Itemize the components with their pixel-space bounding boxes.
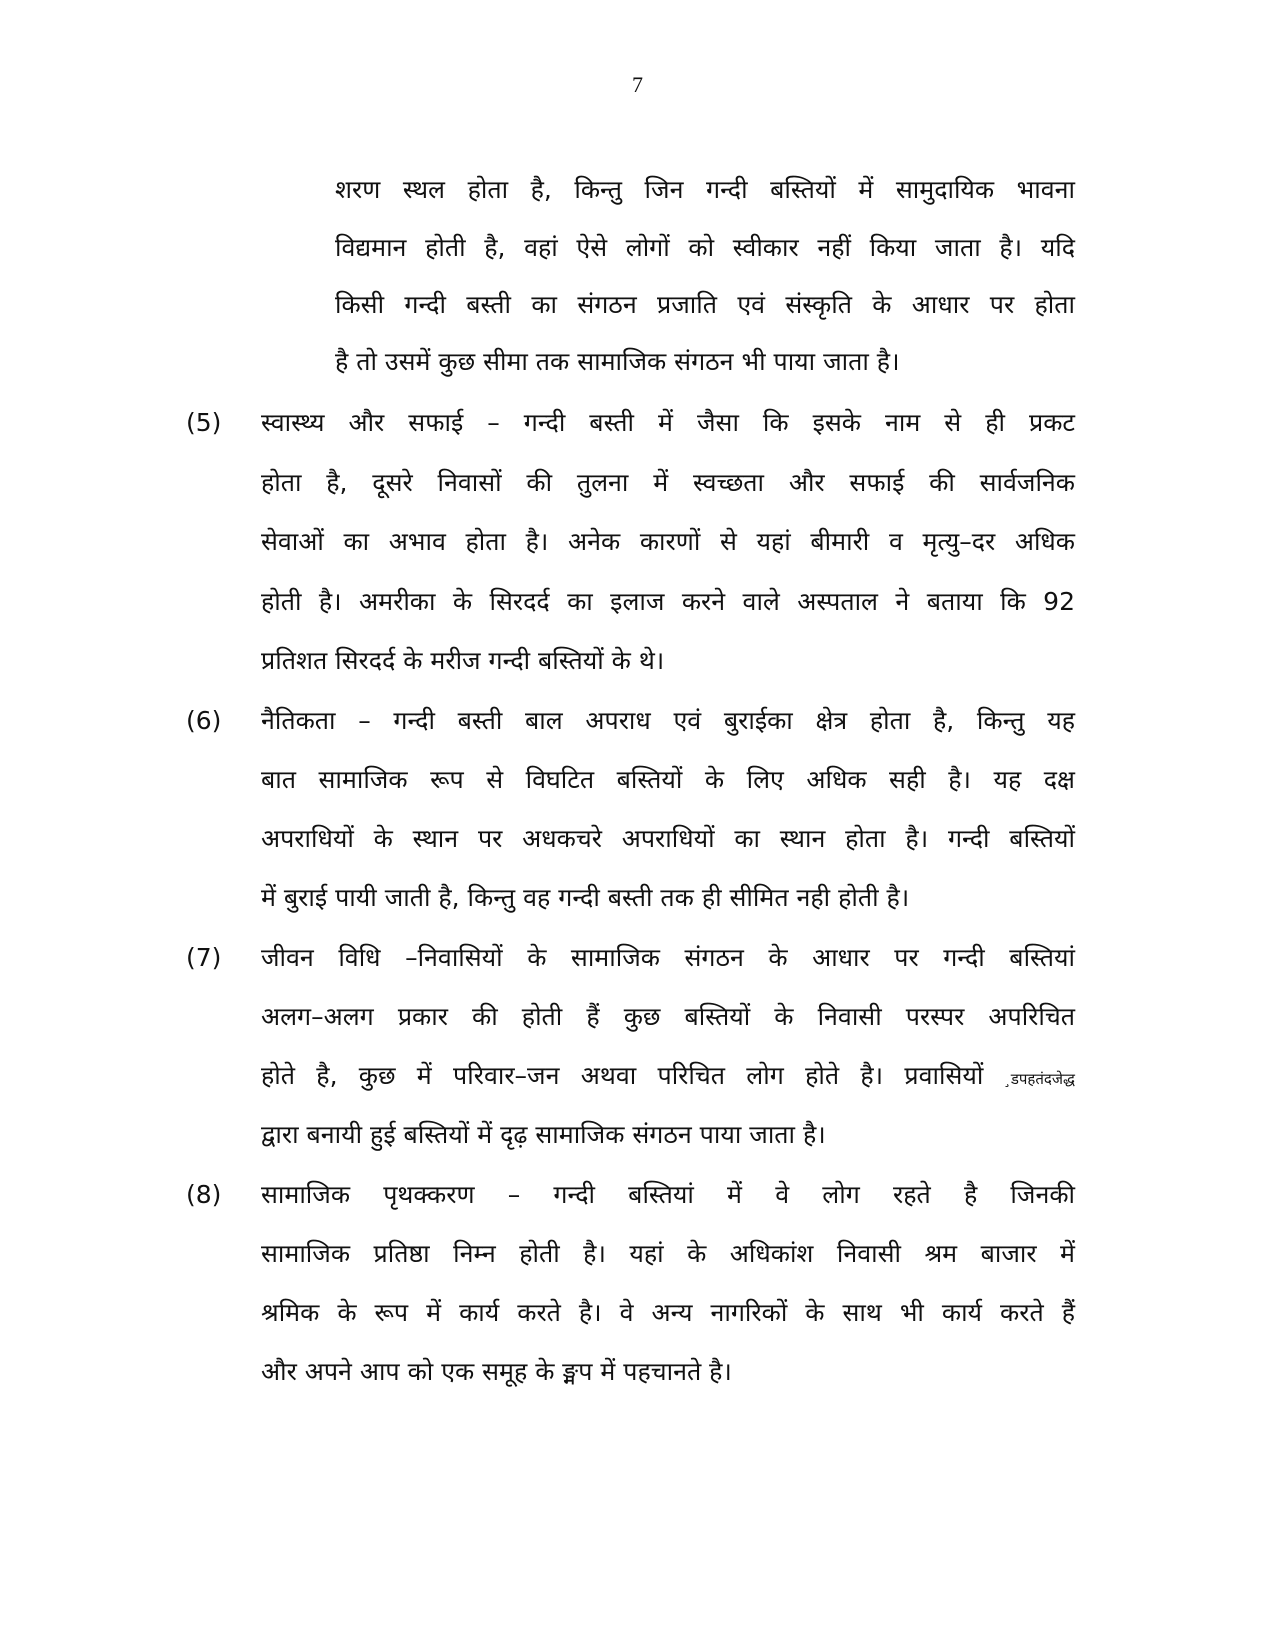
text-line: श्रमिक के रूप में कार्य करते है। वे अन्य नागरिकों के साथ भी कार्य करते हैं: [261, 1298, 1075, 1327]
text-line: बात सामाजिक रूप से विघटित बस्तियों के लिए अधिक सही है। यह दक्ष: [261, 765, 1075, 794]
text-line-with-note: [261, 1058, 1075, 1094]
text-line: सामाजिक प्रतिष्ठा निम्न होती है। यहां के अधिकांश निवासी श्रम बाजार में: [261, 1239, 1075, 1268]
text-line: द्वारा बनायी हुई बस्तियों में दृढ़ सामाजिक संगठन पाया जाता है।: [261, 1120, 826, 1149]
text-line: अलग–अलग प्रकार की होती हैं कुछ बस्तियों के निवासी परस्पर अपरिचित: [261, 1002, 1075, 1031]
text-line: और अपने आप को एक समूह के ङ्मप में पहचानते है।: [261, 1357, 732, 1386]
text-line: में बुराई पायी जाती है, किन्तु वह गन्दी बस्ती तक ही सीमित नही होती है।: [261, 883, 910, 912]
text-line: होता है, दूसरे निवासों की तुलना में स्वच्छता और सफाई की सार्वजनिक: [261, 468, 1075, 497]
item-number: (8): [186, 1180, 222, 1209]
text-line: सेवाओं का अभाव होता है। अनेक कारणों से यहां बीमारी व मृत्यु–दर अधिक: [261, 527, 1075, 556]
text-line: नैतिकता – गन्दी बस्ती बाल अपराध एवं बुराईका क्षेत्र होता है, किन्तु यह: [261, 706, 1075, 735]
item-number: (5): [186, 408, 222, 437]
text-line: अपराधियों के स्थान पर अधकचरे अपराधियों का स्थान होता है। गन्दी बस्तियों: [261, 824, 1075, 853]
text-line: विद्यमान होती है, वहां ऐसे लोगों को स्वीकार नहीं किया जाता है। यदि: [335, 233, 1075, 262]
text-line: किसी गन्दी बस्ती का संगठन प्रजाति एवं संस्कृति के आधार पर होता: [335, 290, 1075, 319]
text-line: प्रतिशत सिरदर्द के मरीज गन्दी बस्तियों के थे।: [261, 646, 665, 675]
page-number: 7: [632, 72, 643, 97]
text-line: सामाजिक पृथक्करण – गन्दी बस्तियां में वे लोग रहते है जिनकी: [261, 1180, 1075, 1209]
text-line: स्वास्थ्य और सफाई – गन्दी बस्ती में जैसा कि इसके नाम से ही प्रकट: [261, 408, 1075, 437]
garbled-note: ¸डपहतंदजेद्ध: [1003, 1070, 1075, 1088]
text-line: है तो उसमें कुछ सीमा तक सामाजिक संगठन भी पाया जाता है।: [335, 347, 900, 376]
text-line: शरण स्थल होता है, किन्तु जिन गन्दी बस्तियों में सामुदायिक भावना: [335, 175, 1075, 204]
text-line: जीवन विधि –निवासियों के सामाजिक संगठन के आधार पर गन्दी बस्तियां: [261, 943, 1075, 972]
item-number: (6): [186, 706, 222, 735]
text-line: होती है। अमरीका के सिरदर्द का इलाज करने वाले अस्पताल ने बताया कि 92: [261, 587, 1075, 616]
text-line: होते है, कुछ में परिवार–जन अथवा परिचित लोग होते है। प्रवासियों: [261, 1061, 984, 1090]
item-number: (7): [186, 943, 222, 972]
